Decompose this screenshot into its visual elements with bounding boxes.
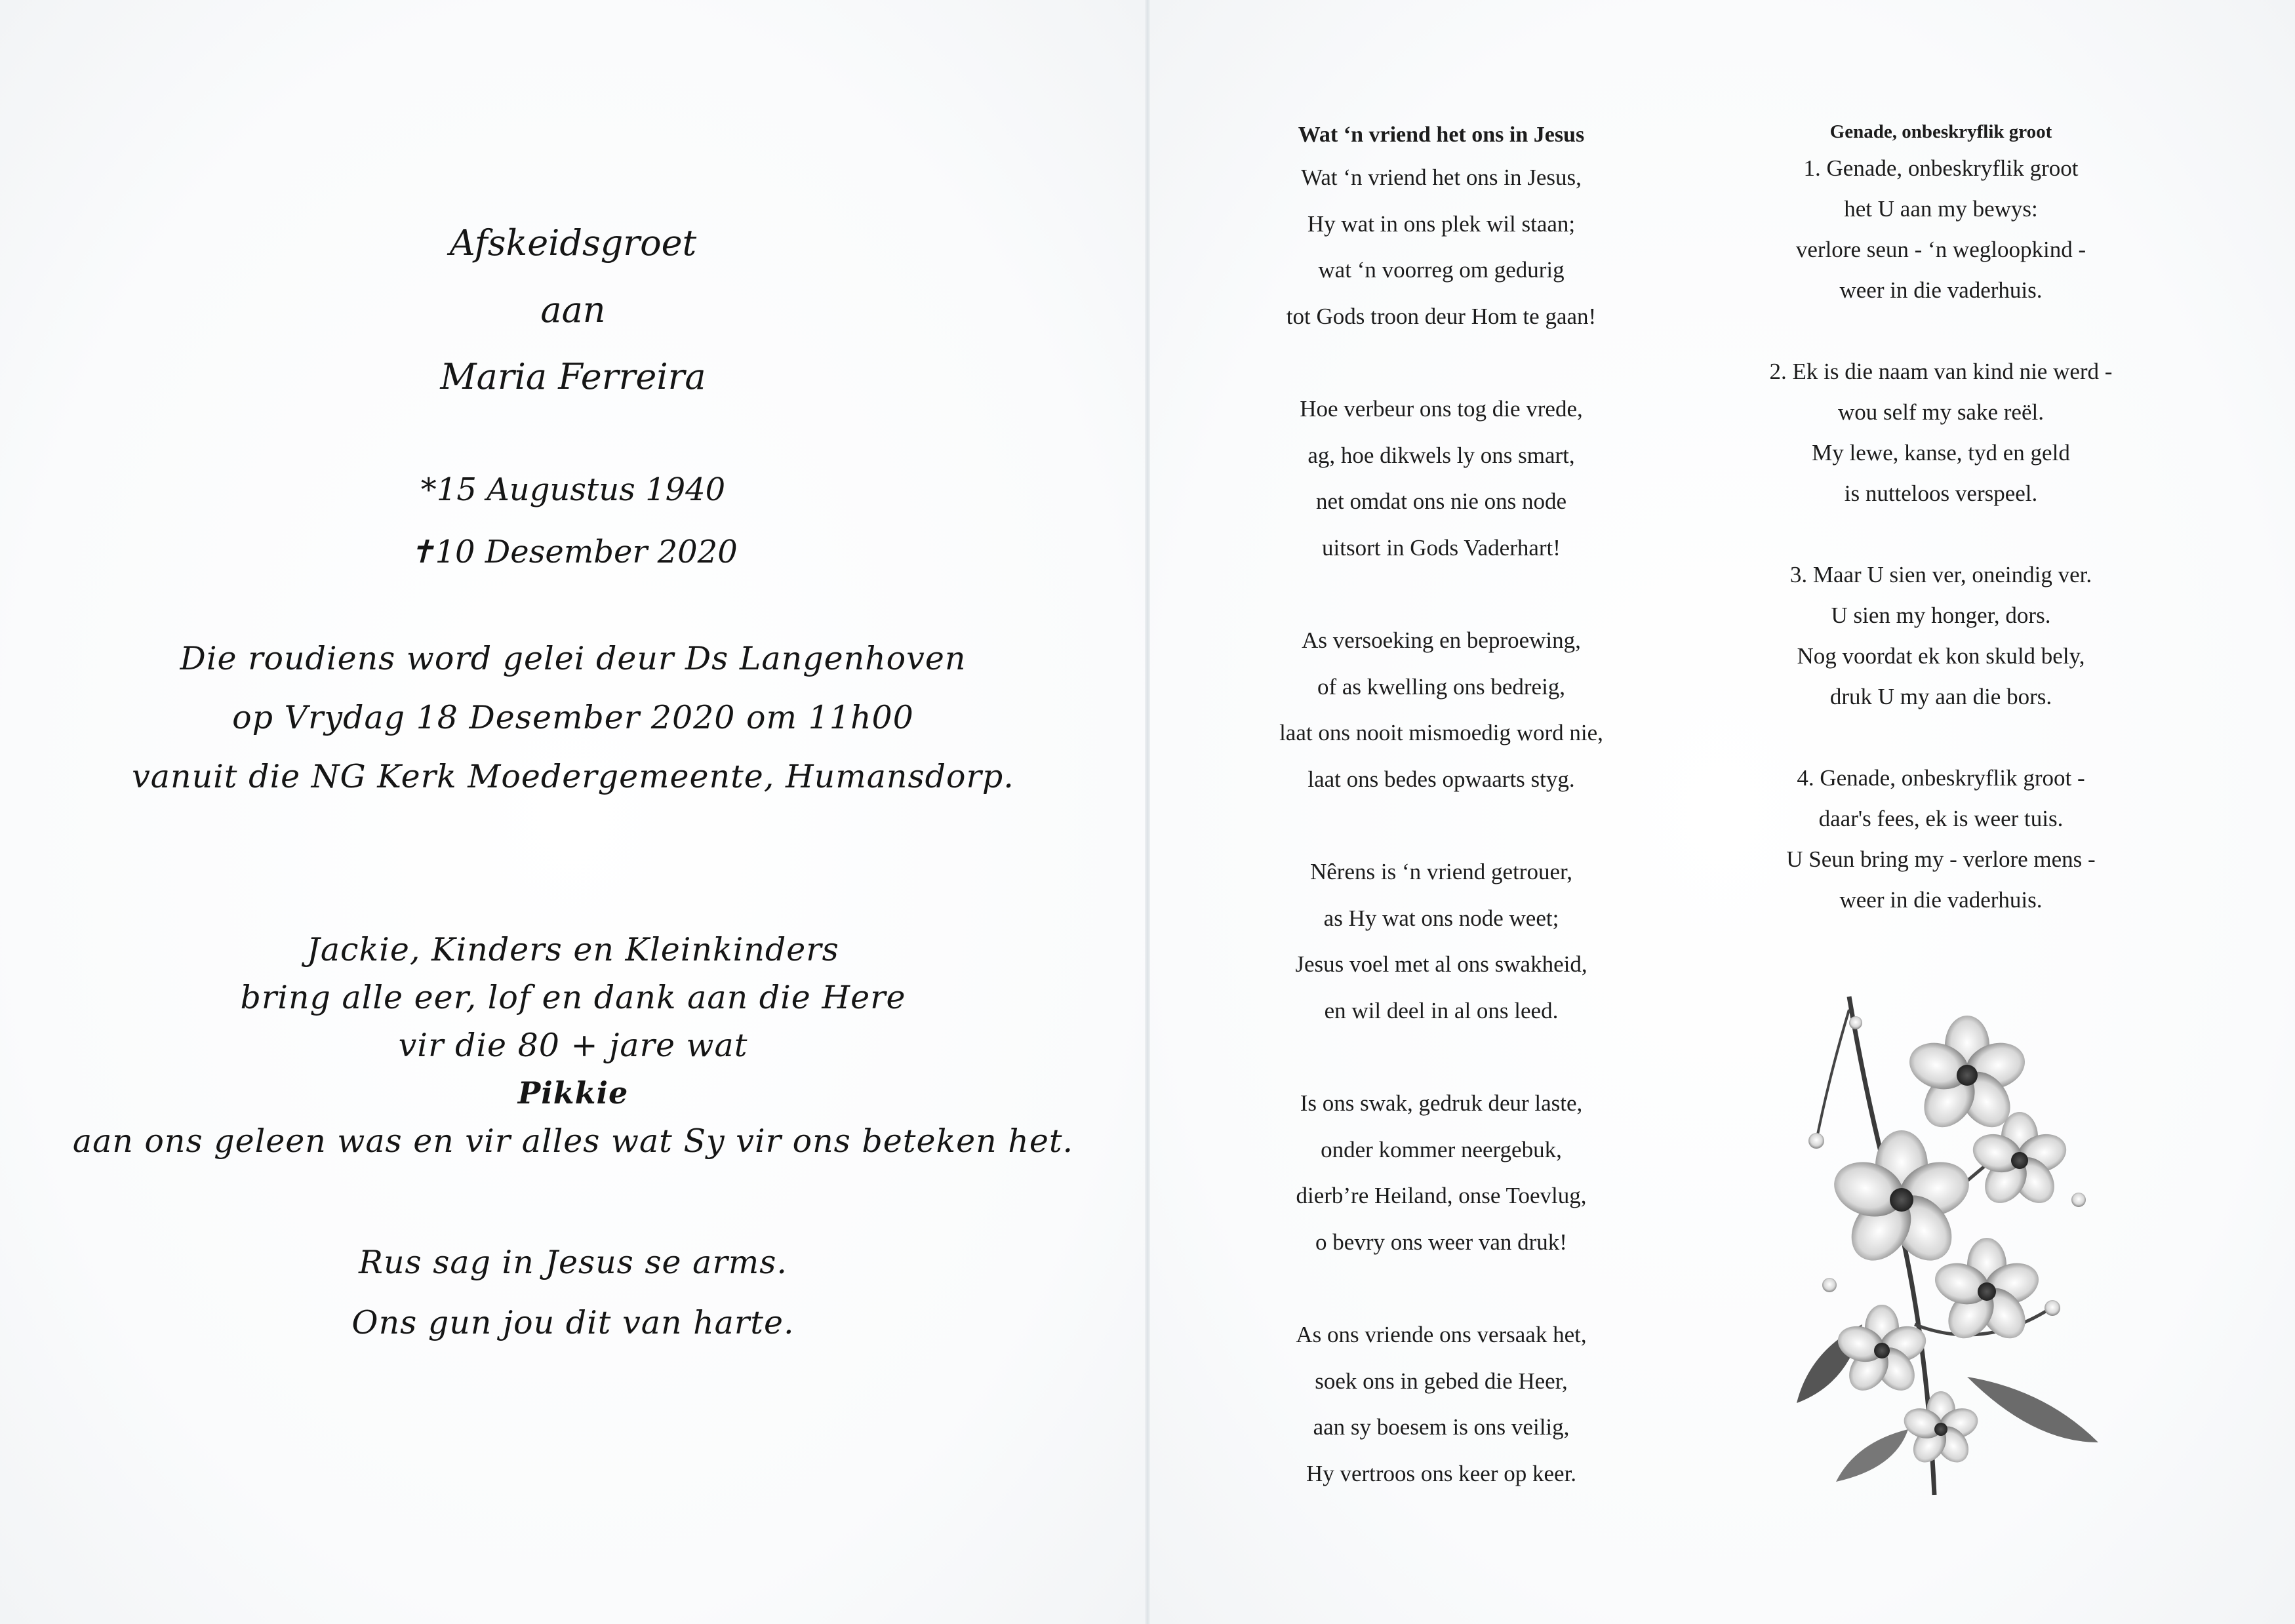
hymn-stanza [1212, 618, 1671, 802]
life-dates [0, 459, 1146, 584]
hymn-verse-line: daar's fees, ek is weer tuis. [1818, 806, 2064, 831]
hymn-verse-line: as Hy wat ons node weet; [1323, 905, 1559, 931]
hymn-verse-line: is nutteloos verspeel. [1844, 481, 2038, 506]
hymn-verse-line: U Seun bring my - verlore mens - [1786, 846, 2096, 872]
family-message [0, 926, 1146, 1165]
hymn-verse-line: aan sy boesem is ons veilig, [1313, 1414, 1570, 1440]
hymn-verse-line: of as kwelling ons bedreig, [1317, 673, 1566, 700]
hymn-verse-line: onder kommer neergebuk, [1321, 1136, 1562, 1162]
hymn-stanza [1212, 849, 1671, 1034]
closing-message [0, 1233, 1146, 1353]
hymn-verse-line: 2. Ek is die naam van kind nie werd - [1769, 359, 2113, 384]
family-line: vir die 80 + jare wat [398, 1027, 748, 1064]
death-date: ✝10 Desember 2020 [409, 534, 738, 570]
hymn-title: Genade, onbeskryflik groot [1829, 121, 2052, 142]
hymn-verse-line: o bevry ons weer van druk! [1315, 1229, 1567, 1255]
hymn-verse-line: Hy wat in ons plek wil staan; [1307, 210, 1576, 237]
hymn-verse-line: As ons vriende ons versaak het, [1296, 1322, 1587, 1347]
flower-icon [1770, 983, 2111, 1508]
nickname: Pikkie [517, 1075, 629, 1111]
hymn-verse-line: uitsort in Gods Vaderhart! [1322, 534, 1561, 561]
hymn-stanza [1212, 386, 1671, 571]
blossom-branch-illustration [1770, 983, 2111, 1508]
hymn-stanza [1212, 155, 1671, 340]
hymn-verse-line: Hoe verbeur ons tog die vrede, [1300, 396, 1583, 422]
hymn-verse-line: Jesus voel met al ons swakheid, [1295, 951, 1587, 977]
hymn-verse-line: net omdat ons nie ons node [1315, 488, 1567, 514]
hymn-genade [1718, 115, 2164, 961]
hymn-verse-line: wat ‘n voorreg om gedurig [1318, 257, 1565, 283]
hymn-stanza [1718, 351, 2164, 514]
family-line: bring alle eer, lof en dank aan die Here [240, 979, 906, 1016]
family-line: Jackie, Kinders en Kleinkinders [307, 931, 839, 968]
farewell-heading [0, 210, 1146, 410]
hymn-stanza [1718, 758, 2164, 921]
hymn-verse-line: 3. Maar U sien ver, oneindig ver. [1789, 562, 2092, 587]
service-line: vanuit die NG Kerk Moedergemeente, Humansdorp. [132, 758, 1014, 795]
hymn-verse-line: het U aan my bewys: [1844, 196, 2038, 222]
hymn-verse-line: Wat ‘n vriend het ons in Jesus, [1301, 165, 1582, 190]
hymn-verse-line: Hy vertroos ons keer op keer. [1306, 1460, 1577, 1486]
hymn-wat-n-vriend [1212, 115, 1671, 1543]
service-line: Die roudiens word gelei deur Ds Langenhoven [180, 640, 967, 677]
hymn-title: Wat ‘n vriend het ons in Jesus [1298, 123, 1585, 147]
hymn-verse-line: ag, hoe dikwels ly ons smart, [1307, 442, 1575, 468]
closing-line: Ons gun jou dit van harte. [351, 1304, 795, 1341]
service-details [0, 629, 1146, 806]
hymn-stanza [1212, 1312, 1671, 1497]
hymn-verse-line: U sien my honger, dors. [1831, 603, 2051, 628]
hymn-verse-line: tot Gods troon deur Hom te gaan! [1286, 303, 1597, 329]
hymn-verse-line: Nog voordat ek kon skuld bely, [1797, 643, 2085, 669]
hymn-verse-line: weer in die vaderhuis. [1839, 277, 2043, 303]
hymn-verse-line: soek ons in gebed die Heer, [1315, 1368, 1568, 1394]
farewell-line: aan [540, 289, 606, 330]
hymn-verse-line: en wil deel in al ons leed. [1324, 997, 1559, 1023]
service-line: op Vrydag 18 Desember 2020 om 11h00 [232, 699, 914, 736]
hymn-verse-line: wou self my sake reël. [1838, 399, 2044, 425]
hymn-verse-line: laat ons nooit mismoedig word nie, [1279, 720, 1603, 745]
hymn-verse-line: dierb’re Heiland, onse Toevlug, [1296, 1183, 1587, 1208]
closing-line: Rus sag in Jesus se arms. [359, 1244, 788, 1281]
hymn-verse-line: weer in die vaderhuis. [1839, 887, 2043, 913]
hymn-verse-line: Nêrens is ‘n vriend getrouer, [1310, 859, 1572, 884]
hymn-verse-line: As versoeking en beproewing, [1302, 627, 1581, 653]
hymn-verse-line: 1. Genade, onbeskryflik groot [1803, 155, 2079, 181]
hymn-verse-line: 4. Genade, onbeskryflik groot - [1797, 765, 2085, 791]
hymn-verse-line: druk U my aan die bors. [1829, 684, 2052, 709]
family-line: aan ons geleen was en vir alles wat Sy vir ons beteken het. [72, 1122, 1074, 1160]
farewell-line: Afskeidsgroet [449, 222, 697, 264]
hymn-stanza [1718, 555, 2164, 717]
hymn-verse-line: Is ons swak, gedruk deur laste, [1300, 1090, 1583, 1116]
deceased-name: Maria Ferreira [440, 356, 706, 397]
hymn-verse-line: laat ons bedes opwaarts styg. [1307, 766, 1575, 792]
hymn-verse-line: My lewe, kanse, tyd en geld [1812, 440, 2070, 465]
hymn-stanza [1718, 148, 2164, 311]
birth-date: *15 Augustus 1940 [420, 471, 726, 508]
hymn-verse-line: verlore seun - ‘n wegloopkind - [1795, 237, 2086, 262]
hymn-stanza [1212, 1080, 1671, 1265]
